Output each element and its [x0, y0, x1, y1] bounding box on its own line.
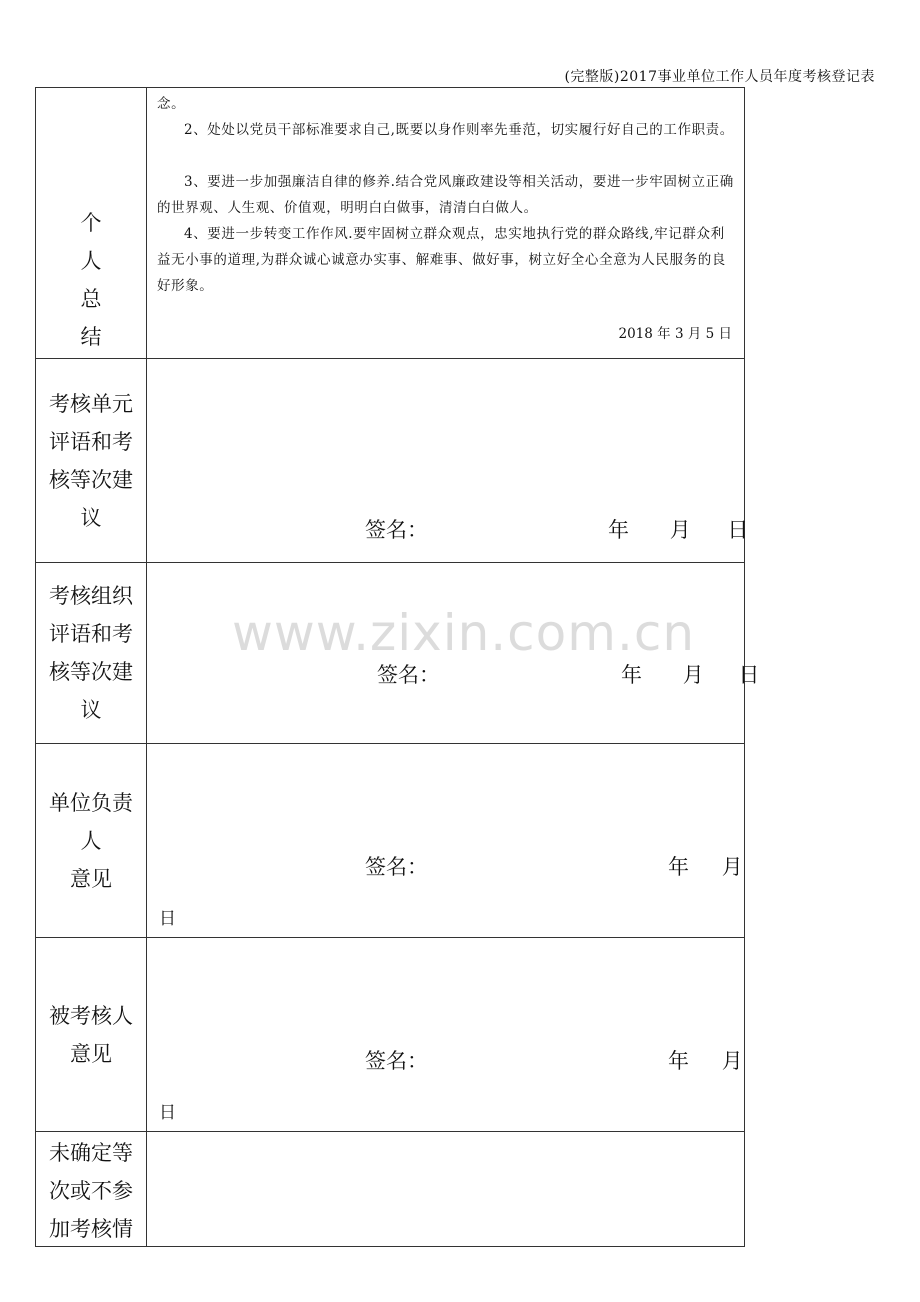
undetermined-grade-content: [147, 1132, 744, 1246]
appraisee-opinion-content: [147, 938, 744, 1131]
year-label: 年: [621, 663, 642, 687]
label-char: 结: [80, 325, 102, 349]
unit-appraisal-content: [147, 359, 749, 562]
summary-paragraph: 念。: [157, 96, 186, 112]
label-line: 议: [80, 698, 102, 722]
year-label: 年: [668, 1049, 689, 1073]
date-fields: [608, 514, 748, 544]
appraisal-form-table: [35, 87, 760, 1247]
document-header-title: (完整版)2017事业单位工作人员年度考核登记表: [564, 69, 875, 85]
label-char: 个: [80, 211, 102, 235]
personal-summary-content: [147, 88, 744, 358]
label-line: 意见: [70, 866, 112, 891]
label-line: 未确定等: [49, 1141, 133, 1165]
label-line: 考核组织: [49, 584, 133, 608]
label-line: 核等次建: [49, 660, 133, 684]
unit-head-opinion-label: [36, 744, 147, 937]
unit-appraisal-label: [36, 359, 147, 562]
appraisee-opinion-label: [36, 938, 147, 1131]
unit-appraisal-row: [36, 359, 749, 563]
watermark-text: www.zixin.com.cn: [232, 604, 696, 662]
day-label: 日: [159, 1103, 176, 1123]
signature-label: 签名：: [365, 518, 428, 542]
summary-paragraph: 2、处处以党员干部标准要求自己,既要以身作则率先垂范，切实履行好自己的工作职责。: [184, 122, 734, 138]
personal-summary-label: [36, 88, 147, 358]
day-label: 日: [159, 909, 176, 929]
signature-label: 签名：: [365, 1049, 428, 1073]
summary-date: 2018 年 3 月 5 日: [618, 326, 732, 342]
label-line: 考核单元: [49, 391, 133, 416]
label-line: 意见: [70, 1041, 112, 1066]
month-label: 月: [721, 855, 743, 879]
organization-appraisal-content: [147, 563, 760, 743]
organization-appraisal-row: [36, 563, 760, 744]
label-line: 评语和考: [49, 429, 133, 454]
year-label: 年: [668, 855, 689, 879]
label-char: 总: [80, 287, 102, 311]
year-label: 年: [608, 518, 629, 542]
label-line: 人: [80, 828, 102, 853]
organization-appraisal-label: [36, 563, 147, 743]
label-line: 单位负责: [49, 790, 133, 815]
label-line: 被考核人: [49, 1003, 133, 1028]
label-line: 核等次建: [49, 467, 133, 492]
unit-head-opinion-content: [147, 744, 744, 937]
day-label: 日: [727, 518, 749, 542]
label-line: 加考核情: [49, 1217, 133, 1241]
month-label: 月: [721, 1049, 743, 1073]
appraisee-opinion-row: [36, 938, 744, 1132]
undetermined-grade-label: [36, 1132, 147, 1246]
summary-paragraph: 3、要进一步加强廉洁自律的修养.结合党风廉政建设等相关活动，要进一步牢固树立正确的世界观、人生观、价值观，明明白白做事，清清白白做人。: [157, 174, 734, 216]
signature-label: 签名：: [365, 855, 428, 879]
date-fields: [668, 1045, 743, 1075]
month-label: 月: [669, 518, 691, 542]
day-label: 日: [738, 663, 760, 687]
month-label: 月: [682, 663, 704, 687]
undetermined-grade-row: [36, 1132, 744, 1246]
label-line: 议: [80, 505, 102, 530]
signature-label: 签名：: [377, 663, 440, 687]
label-char: 人: [80, 249, 102, 273]
date-fields: [668, 851, 743, 881]
date-fields: [621, 659, 759, 689]
summary-paragraph: 4、要进一步转变工作作风.要牢固树立群众观点，忠实地执行党的群众路线,牢记群众利益无小事的道理,为群众诚心诚意办实事、解难事、做好事，树立好全心全意为人民服务的良好形象。: [157, 226, 726, 294]
unit-head-opinion-row: [36, 744, 744, 938]
label-line: 次或不参: [49, 1179, 133, 1203]
label-line: 评语和考: [49, 622, 133, 646]
personal-summary-row: [36, 88, 744, 359]
